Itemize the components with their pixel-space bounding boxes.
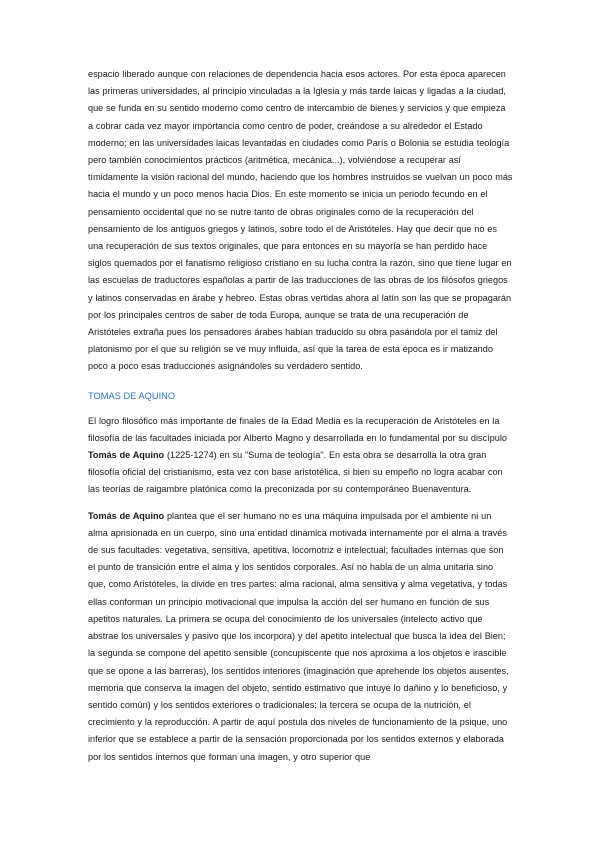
bold-name: Tomás de Aquino [88,510,165,521]
document-page [88,66,513,766]
paragraph-text: plantea que el ser humano no es una máquina impulsada por el ambiente ni un alma aprisionada en un cuerpo, sino una entidad dinámica motivada internamente por el alma a través de sus facultades: vegetativa, sensitiva, apetitiva, locomotriz e intelectual; facultades internas que son el punto de transición entre el alma y los sentidos corporales. Así no habla de un alma unitaria sino que, como Aristóteles, la divide en tres partes: alma racional, alma sensitiva y alma vegetativa, y todas ellas conforman un principio motivacional que impulsa la acción del ser humano en función de sus apetitos naturales. La primera se ocupa del conocimiento de los universales (intelecto activo que abstrae los universales y pasivo que los incorpora) y del apetito intelectual que busca la idea del Bien; la segunda se compone del apetito sensible (concupiscente que nos aproxima a los objetos e irascible que se opone a las barreras), los sentidos interiores (imaginación que aprehende los objetos ausentes, memoria que conserva la imagen del objeto, sentido estimativo que intuye lo dañino y lo beneficioso, y sentido común) y los sentidos exteriores o tradicionales; la tercera se ocupa de la nutrición, el crecimiento y la reproducción. A partir de aquí postula dos niveles de funcionamiento de la psique, uno inferior que se establece a partir de la sensación proporcionada por los sentidos externos y elaborada por los sentidos internos que forman una imagen, y otro superior que [88,510,509,762]
paragraph-philosophical-achievement [88,413,513,499]
bold-name: Tomás de Aquino [88,450,165,461]
paragraph-text: El logro filosófico más importante de finales de la Edad Media es la recuperación de Aristóteles en la filosofía de las facultades iniciada por Alberto Magno y desarrollada en lo fundamental por su discípulo [88,415,507,443]
section-heading: TOMAS DE AQUINO [88,390,176,401]
paragraph-text: (1225-1274) en su "Suma de teología". En esta obra se desarrolla la otra gran filosofía oficial del cristianismo, esta vez con base aristotélica, si bien su empeño no logra acabar con las teorías de raigambre platónica como la preconizada por su contemporáneo Buenaventura. [88,450,503,495]
paragraph-human-soul [88,508,513,766]
paragraph-universities: espacio liberado aunque con relaciones de dependencia hacia esos actores. Por esta época aparecen las primeras universidades, al principio vinculadas a la Iglesia y más tarde laicas y ligadas a la ciudad, que se funda en su sentido moderno como centro de intercambio de bienes y servicios y que empieza a cobrar cada vez mayor importancia como centro de poder, creándose a su alrededor el Estado moderno; en las universidades laicas levantadas en ciudades como París o Bolonia se estudia teología pero también conocimientos prácticos (aritmética, mecánica...), volviéndose a recuperar así tímidamente la visión racional del mundo, haciendo que los hombres instruidos se vuelvan un poco más hacia el mundo y un poco menos hacia Dios. En este momento se inicia un periodo fecundo en el pensamiento occidental que no se nutre tanto de obras originales como de la recuperación del pensamiento de los antiguos griegos y latinos, sobre todo el de Aristóteles. Hay que decir que no es una recuperación de sus textos originales, que para entonces en su mayoría se han perdido hace siglos quemados por el fanatismo religioso cristiano en su lucha contra la razón, sino que tiene lugar en las escuelas de traductores españolas a partir de las traducciones de las obras de los filósofos griegos y latinos conservadas en árabe y hebreo. Estas obras vertidas ahora al latín son las que se propagarán por los principales centros de saber de toda Europa, aunque se trata de una recuperación de Aristóteles extraña pues los pensadores árabes habían traducido su obra pasándola por el tamiz del platonismo por el que su religión se ve muy influida, así que la tarea de esta época es ir matizando poco a poco esas traducciones asignándoles su verdadero sentido. [88,69,513,372]
